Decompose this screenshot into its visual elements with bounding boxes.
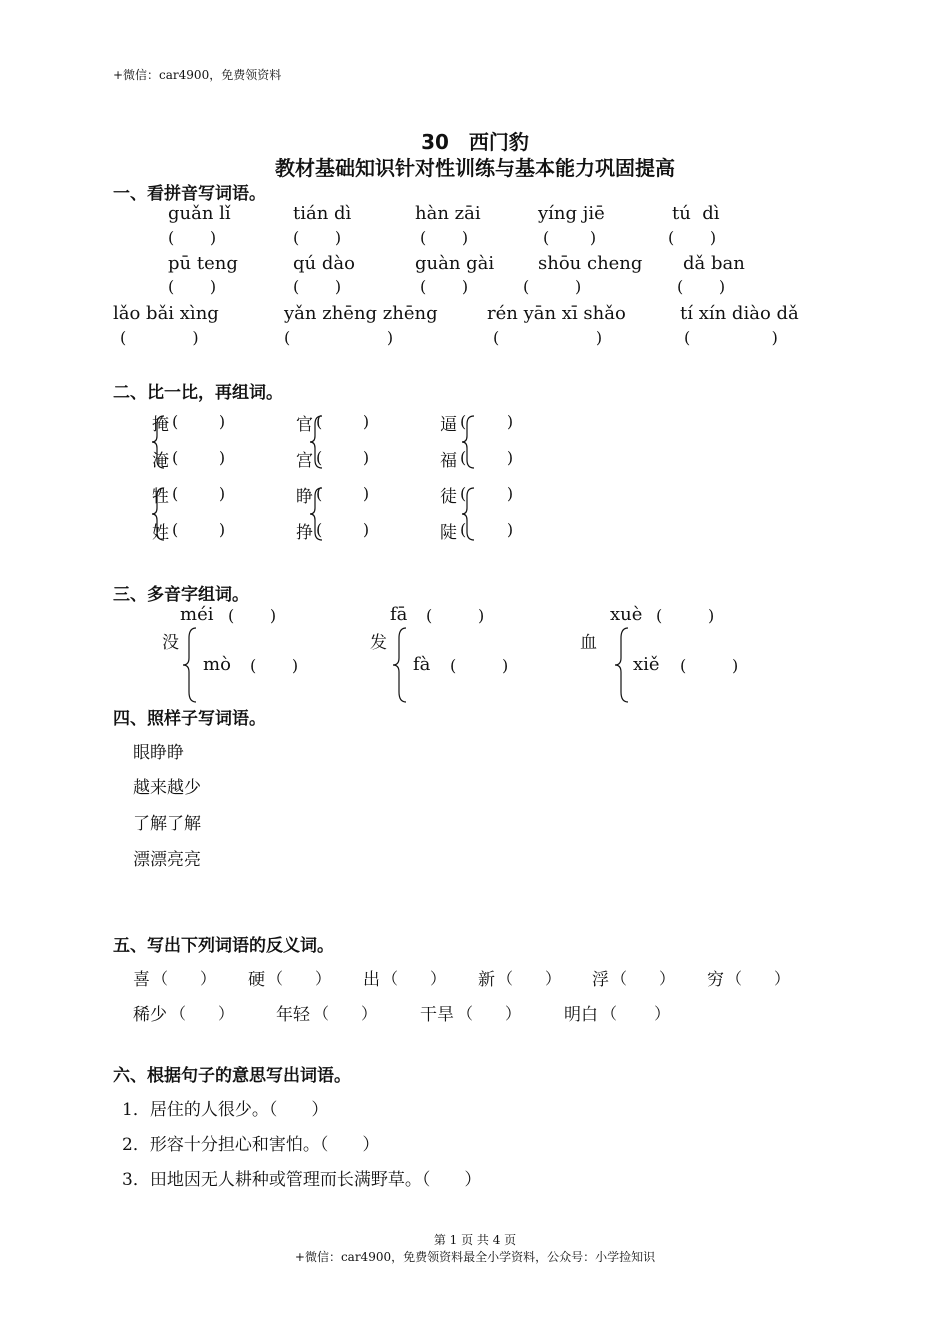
antonym-word: 硬 bbox=[248, 970, 265, 990]
pinyin-item: dǎ ban bbox=[683, 253, 745, 274]
antonym-word: 年轻 bbox=[276, 1005, 310, 1025]
polyphone-char: 没 bbox=[162, 633, 179, 653]
answer-blank[interactable]: ( ) bbox=[172, 520, 226, 539]
answer-blank[interactable]: ( ) bbox=[543, 228, 597, 247]
page-number: 第 1 页 共 4 页 bbox=[433, 1233, 517, 1247]
example-word: 了解了解 bbox=[133, 814, 201, 834]
compare-char: 睁 bbox=[296, 487, 313, 507]
brace-icon bbox=[460, 486, 476, 542]
answer-blank[interactable]: ( ) bbox=[172, 484, 226, 503]
answer-blank[interactable]: ( ) bbox=[420, 277, 469, 296]
brace-icon bbox=[612, 626, 630, 704]
section5-heading: 五、写出下列词语的反义词。 bbox=[113, 936, 334, 956]
answer-blank[interactable]: （ ） bbox=[726, 969, 791, 988]
brace-icon bbox=[150, 414, 166, 470]
answer-blank[interactable]: （ ） bbox=[611, 969, 676, 988]
section3-heading: 三、多音字组词。 bbox=[113, 585, 249, 605]
section4-heading: 四、照样子写词语。 bbox=[113, 709, 266, 729]
section1-heading: 一、看拼音写词语。 bbox=[113, 184, 266, 204]
footer-note: +微信：car4900，免费领资料最全小学资料，公众号：小学捡知识 bbox=[294, 1250, 656, 1264]
answer-blank[interactable]: ( ) bbox=[684, 328, 778, 347]
antonym-word: 穷 bbox=[707, 970, 724, 990]
pinyin-item: shōu cheng bbox=[538, 253, 643, 274]
example-word: 越来越少 bbox=[133, 778, 201, 798]
example-word: 漂漂亮亮 bbox=[133, 850, 201, 870]
pinyin-item: méi bbox=[180, 604, 214, 625]
section6-heading: 六、根据句子的意思写出词语。 bbox=[113, 1066, 351, 1086]
worksheet-title: 教材基础知识针对性训练与基本能力巩固提高 bbox=[275, 156, 675, 180]
answer-blank[interactable]: ( ) bbox=[460, 412, 514, 431]
answer-blank[interactable]: ( ) bbox=[460, 484, 514, 503]
pinyin-item: fà bbox=[413, 654, 431, 675]
answer-blank[interactable]: ( ) bbox=[460, 520, 514, 539]
answer-blank[interactable]: （ ） bbox=[267, 969, 332, 988]
answer-blank[interactable]: ( ) bbox=[284, 328, 394, 347]
compare-char: 宫 bbox=[296, 451, 313, 471]
sentence-item: 1．居住的人很少。（ ） bbox=[122, 1100, 329, 1120]
answer-blank[interactable]: ( ) bbox=[316, 448, 370, 467]
pinyin-item: xiě bbox=[633, 654, 660, 675]
antonym-word: 喜 bbox=[133, 970, 150, 990]
compare-char: 陡 bbox=[440, 523, 457, 543]
compare-char: 掩 bbox=[152, 415, 169, 435]
polyphone-char: 发 bbox=[370, 633, 387, 653]
answer-blank[interactable]: ( ) bbox=[420, 228, 469, 247]
compare-char: 牲 bbox=[152, 487, 169, 507]
antonym-word: 新 bbox=[478, 970, 495, 990]
brace-icon bbox=[308, 414, 324, 470]
answer-blank[interactable]: ( ) bbox=[668, 228, 717, 247]
answer-blank[interactable]: ( ) bbox=[168, 228, 217, 247]
pinyin-item: tián dì bbox=[293, 203, 352, 224]
answer-blank[interactable]: ( ) bbox=[680, 656, 739, 675]
sentence-item: 2．形容十分担心和害怕。（ ） bbox=[122, 1135, 380, 1155]
pinyin-item: yǎn zhēng zhēng bbox=[284, 303, 438, 324]
answer-blank[interactable]: （ ） bbox=[313, 1004, 378, 1023]
pinyin-item: tí xín diào dǎ bbox=[680, 303, 799, 324]
antonym-word: 出 bbox=[363, 970, 380, 990]
answer-blank[interactable]: ( ) bbox=[450, 656, 509, 675]
brace-icon bbox=[150, 486, 166, 542]
pinyin-item: lǎo bǎi xìng bbox=[113, 303, 219, 324]
answer-blank[interactable]: ( ) bbox=[172, 412, 226, 431]
answer-blank[interactable]: ( ) bbox=[316, 484, 370, 503]
compare-char: 淹 bbox=[152, 451, 169, 471]
answer-blank[interactable]: ( ) bbox=[172, 448, 226, 467]
brace-icon bbox=[390, 626, 408, 704]
answer-blank[interactable]: （ ） bbox=[601, 1004, 671, 1023]
answer-blank[interactable]: （ ） bbox=[457, 1004, 522, 1023]
answer-blank[interactable]: ( ) bbox=[228, 606, 277, 625]
pinyin-item: xuè bbox=[610, 604, 643, 625]
lesson-title: 30 西门豹 bbox=[421, 130, 529, 154]
brace-icon bbox=[460, 414, 476, 470]
pinyin-item: guàn gài bbox=[415, 253, 495, 274]
compare-char: 福 bbox=[440, 451, 457, 471]
answer-blank[interactable]: ( ) bbox=[523, 277, 582, 296]
brace-icon bbox=[180, 626, 198, 704]
pinyin-item: hàn zāi bbox=[415, 203, 481, 224]
answer-blank[interactable]: （ ） bbox=[497, 969, 562, 988]
answer-blank[interactable]: ( ) bbox=[293, 277, 342, 296]
antonym-word: 明白 bbox=[564, 1005, 598, 1025]
pinyin-item: fā bbox=[390, 604, 408, 625]
antonym-word: 浮 bbox=[592, 970, 609, 990]
compare-char: 官 bbox=[296, 415, 313, 435]
answer-blank[interactable]: ( ) bbox=[656, 606, 715, 625]
brace-icon bbox=[308, 486, 324, 542]
pinyin-item: rén yān xī shǎo bbox=[487, 303, 626, 324]
pinyin-item: tú dì bbox=[672, 203, 720, 224]
answer-blank[interactable]: ( ) bbox=[677, 277, 726, 296]
answer-blank[interactable]: （ ） bbox=[170, 1004, 235, 1023]
pinyin-item: pū teng bbox=[168, 253, 238, 274]
sentence-item: 3．田地因无人耕种或管理而长满野草。（ ） bbox=[122, 1170, 482, 1190]
compare-char: 徒 bbox=[440, 487, 457, 507]
answer-blank[interactable]: ( ) bbox=[460, 448, 514, 467]
antonym-word: 干旱 bbox=[420, 1005, 454, 1025]
answer-blank[interactable]: ( ) bbox=[168, 277, 217, 296]
answer-blank[interactable]: ( ) bbox=[493, 328, 603, 347]
section2-heading: 二、比一比，再组词。 bbox=[113, 383, 283, 403]
answer-blank[interactable]: （ ） bbox=[152, 969, 217, 988]
example-word: 眼睁睁 bbox=[133, 743, 184, 763]
antonym-word: 稀少 bbox=[133, 1005, 167, 1025]
answer-blank[interactable]: ( ) bbox=[120, 328, 199, 347]
answer-blank[interactable]: ( ) bbox=[426, 606, 485, 625]
answer-blank[interactable]: （ ） bbox=[382, 969, 447, 988]
polyphone-char: 血 bbox=[580, 633, 597, 653]
pinyin-item: qú dào bbox=[293, 253, 355, 274]
compare-char: 逼 bbox=[440, 415, 457, 435]
answer-blank[interactable]: ( ) bbox=[250, 656, 299, 675]
compare-char: 姓 bbox=[152, 523, 169, 543]
pinyin-item: mò bbox=[203, 654, 231, 675]
answer-blank[interactable]: ( ) bbox=[316, 412, 370, 431]
compare-char: 挣 bbox=[296, 523, 313, 543]
pinyin-item: guǎn lǐ bbox=[168, 203, 231, 224]
pinyin-item: yíng jiē bbox=[538, 203, 605, 224]
header-note: +微信：car4900，免费领资料 bbox=[113, 68, 282, 82]
answer-blank[interactable]: ( ) bbox=[316, 520, 370, 539]
answer-blank[interactable]: ( ) bbox=[293, 228, 342, 247]
